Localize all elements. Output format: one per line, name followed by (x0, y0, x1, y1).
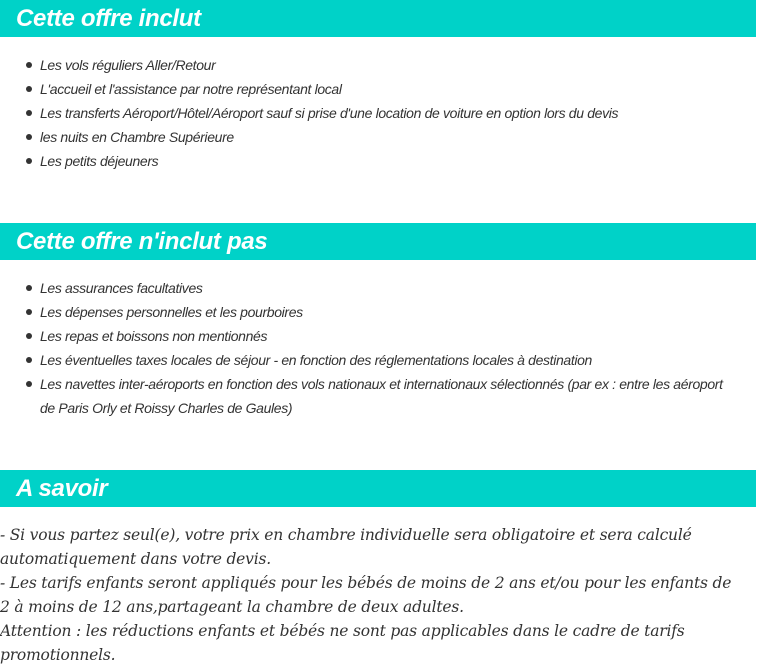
not-included-section-title: Cette offre n'inclut pas (16, 228, 268, 255)
included-list (0, 53, 758, 173)
to-know-section-header (0, 470, 756, 507)
not-included-section-header (0, 223, 756, 260)
included-list-item: Les petits déjeuners (0, 149, 758, 173)
bullet-icon (26, 381, 32, 387)
to-know-section-title: A savoir (16, 475, 108, 502)
bullet-icon (26, 309, 32, 315)
included-section-header (0, 0, 756, 37)
not-included-list (0, 276, 758, 420)
not-included-list-item: Les dépenses personnelles et les pourboires (0, 300, 758, 324)
to-know-paragraph: - Si vous partez seul(e), votre prix en chambre individuelle sera obligatoire et sera calculé automatiquement dans votre devis. (0, 526, 692, 568)
not-included-list-item: Les assurances facultatives (0, 276, 758, 300)
included-list-item: Les vols réguliers Aller/Retour (0, 53, 758, 77)
bullet-icon (26, 285, 32, 291)
included-list-item: Les transferts Aéroport/Hôtel/Aéroport sauf si prise d'une location de voiture en option lors du devis (0, 101, 758, 125)
included-list-item: les nuits en Chambre Supérieure (0, 125, 758, 149)
to-know-paragraph: Attention : les réductions enfants et bébés ne sont pas applicables dans le cadre de tarifs promotionnels. (0, 622, 685, 664)
bullet-icon (26, 158, 32, 164)
not-included-list-item: Les repas et boissons non mentionnés (0, 324, 758, 348)
bullet-icon (26, 86, 32, 92)
bullet-icon (26, 62, 32, 68)
included-list-item: L'accueil et l'assistance par notre représentant local (0, 77, 758, 101)
bullet-icon (26, 110, 32, 116)
not-included-list-item: Les navettes inter-aéroports en fonction des vols nationaux et internationaux sélectionnés (par ex : entre les aéroport de Paris Orly et Roissy Charles de Gaules) (0, 372, 758, 420)
bullet-icon (26, 333, 32, 339)
not-included-list-item: Les éventuelles taxes locales de séjour - en fonction des réglementations locales à destination (0, 348, 758, 372)
bullet-icon (26, 357, 32, 363)
to-know-paragraph: - Les tarifs enfants seront appliqués pour les bébés de moins de 2 ans et/ou pour les enfants de 2 à moins de 12 ans,partageant la chambre de deux adultes. (0, 574, 732, 616)
to-know-body (0, 523, 758, 667)
included-section-title: Cette offre inclut (16, 5, 201, 32)
bullet-icon (26, 134, 32, 140)
